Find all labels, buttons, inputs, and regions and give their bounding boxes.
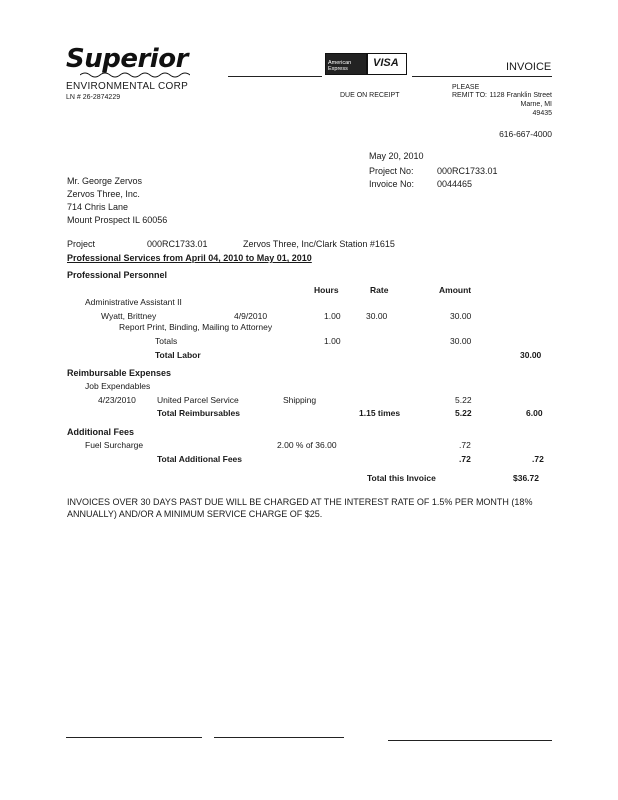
fee-item: Fuel Surcharge <box>85 440 144 450</box>
additional-total: .72 <box>532 454 544 464</box>
invoice-total-value: $36.72 <box>513 473 539 483</box>
client-name: Mr. George Zervos <box>67 176 143 186</box>
invoice-total-label: Total this Invoice <box>367 473 436 483</box>
fee-amount: .72 <box>459 440 471 450</box>
invoice-title: INVOICE <box>506 61 552 73</box>
footer-rule-3 <box>388 740 552 741</box>
logo-wave-decoration <box>80 71 190 79</box>
expense-category: Job Expendables <box>85 381 151 391</box>
company-logo: Superior <box>66 44 188 74</box>
footer-rule-1 <box>66 737 202 738</box>
employee-date: 4/9/2010 <box>234 311 268 321</box>
total-reimbursables-label: Total Reimbursables <box>157 408 240 418</box>
total-additional-label: Total Additional Fees <box>157 454 243 464</box>
client-street: 714 Chris Lane <box>67 202 129 212</box>
totals-amount: 30.00 <box>450 336 472 346</box>
project-number: 000RC1733.01 <box>147 239 208 249</box>
reimbursable-total: 6.00 <box>526 408 543 418</box>
expense-amount: 5.22 <box>455 395 472 405</box>
header-rule-left <box>228 76 322 77</box>
expense-type: Shipping <box>283 395 317 405</box>
totals-label: Totals <box>155 336 178 346</box>
work-description: Report Print, Binding, Mailing to Attorney <box>119 322 273 332</box>
totals-hours: 1.00 <box>324 336 341 346</box>
expense-vendor: United Parcel Service <box>157 395 239 405</box>
additional-subtotal: .72 <box>459 454 471 464</box>
project-no-value: 000RC1733.01 <box>437 166 498 176</box>
reimbursable-heading: Reimbursable Expenses <box>67 368 172 378</box>
invoice-date: May 20, 2010 <box>369 151 424 161</box>
total-labor-value: 30.00 <box>520 350 542 360</box>
col-hours: Hours <box>314 285 339 295</box>
project-name: Zervos Three, Inc/Clark Station #1615 <box>243 239 395 249</box>
project-label: Project <box>67 239 96 249</box>
additional-heading: Additional Fees <box>67 427 135 437</box>
visa-card-label: VISA <box>373 57 399 69</box>
employee-role: Administrative Assistant II <box>85 297 182 307</box>
remit-address-line-1: 1128 Franklin Street <box>489 92 552 99</box>
invoice-no-value: 0044465 <box>437 179 473 189</box>
employee-amount: 30.00 <box>450 311 472 321</box>
total-labor-label: Total Labor <box>155 350 201 360</box>
visa-card-icon <box>367 53 407 75</box>
header-rule-right <box>412 76 552 77</box>
employee-hours: 1.00 <box>324 311 341 321</box>
company-subtitle: ENVIRONMENTAL CORP <box>66 81 189 92</box>
client-city: Mount Prospect IL 60056 <box>67 215 168 225</box>
remit-address-line-3: 49435 <box>532 110 552 117</box>
amex-card-label: American Express <box>328 60 352 72</box>
payment-notice: INVOICES OVER 30 DAYS PAST DUE WILL BE CHARGED AT THE INTEREST RATE OF 1.5% PER MONTH (18% ANNUALLY) AND/OR A MINIMUM SERVICE CHARGE OF $25. <box>67 497 533 519</box>
company-phone: LN # 26-2874229 <box>66 94 121 101</box>
employee-rate: 30.00 <box>366 311 388 321</box>
footer-rule-2 <box>214 737 344 738</box>
reimbursable-multiplier: 1.15 times <box>359 408 401 418</box>
service-period: Professional Services from April 04, 2010 to May 01, 2010 <box>67 253 312 263</box>
professional-heading: Professional Personnel <box>67 270 168 280</box>
employee-name: Wyatt, Brittney <box>101 311 157 321</box>
client-company: Zervos Three, Inc. <box>67 189 140 199</box>
project-no-label: Project No: <box>369 166 414 176</box>
remit-phone: 616-667-4000 <box>499 129 552 139</box>
col-rate: Rate <box>370 285 389 295</box>
remit-label-1: PLEASE <box>452 84 480 91</box>
expense-date: 4/23/2010 <box>98 395 136 405</box>
due-on-receipt: DUE ON RECEIPT <box>340 92 400 99</box>
reimbursable-subtotal: 5.22 <box>455 408 472 418</box>
fee-calculation: 2.00 % of 36.00 <box>277 440 337 450</box>
invoice-no-label: Invoice No: <box>369 179 415 189</box>
remit-address-line-2: Marne, MI <box>520 101 552 108</box>
remit-label-2: REMIT TO: <box>452 92 488 99</box>
col-amount: Amount <box>439 285 472 295</box>
amex-card-icon <box>325 53 367 75</box>
